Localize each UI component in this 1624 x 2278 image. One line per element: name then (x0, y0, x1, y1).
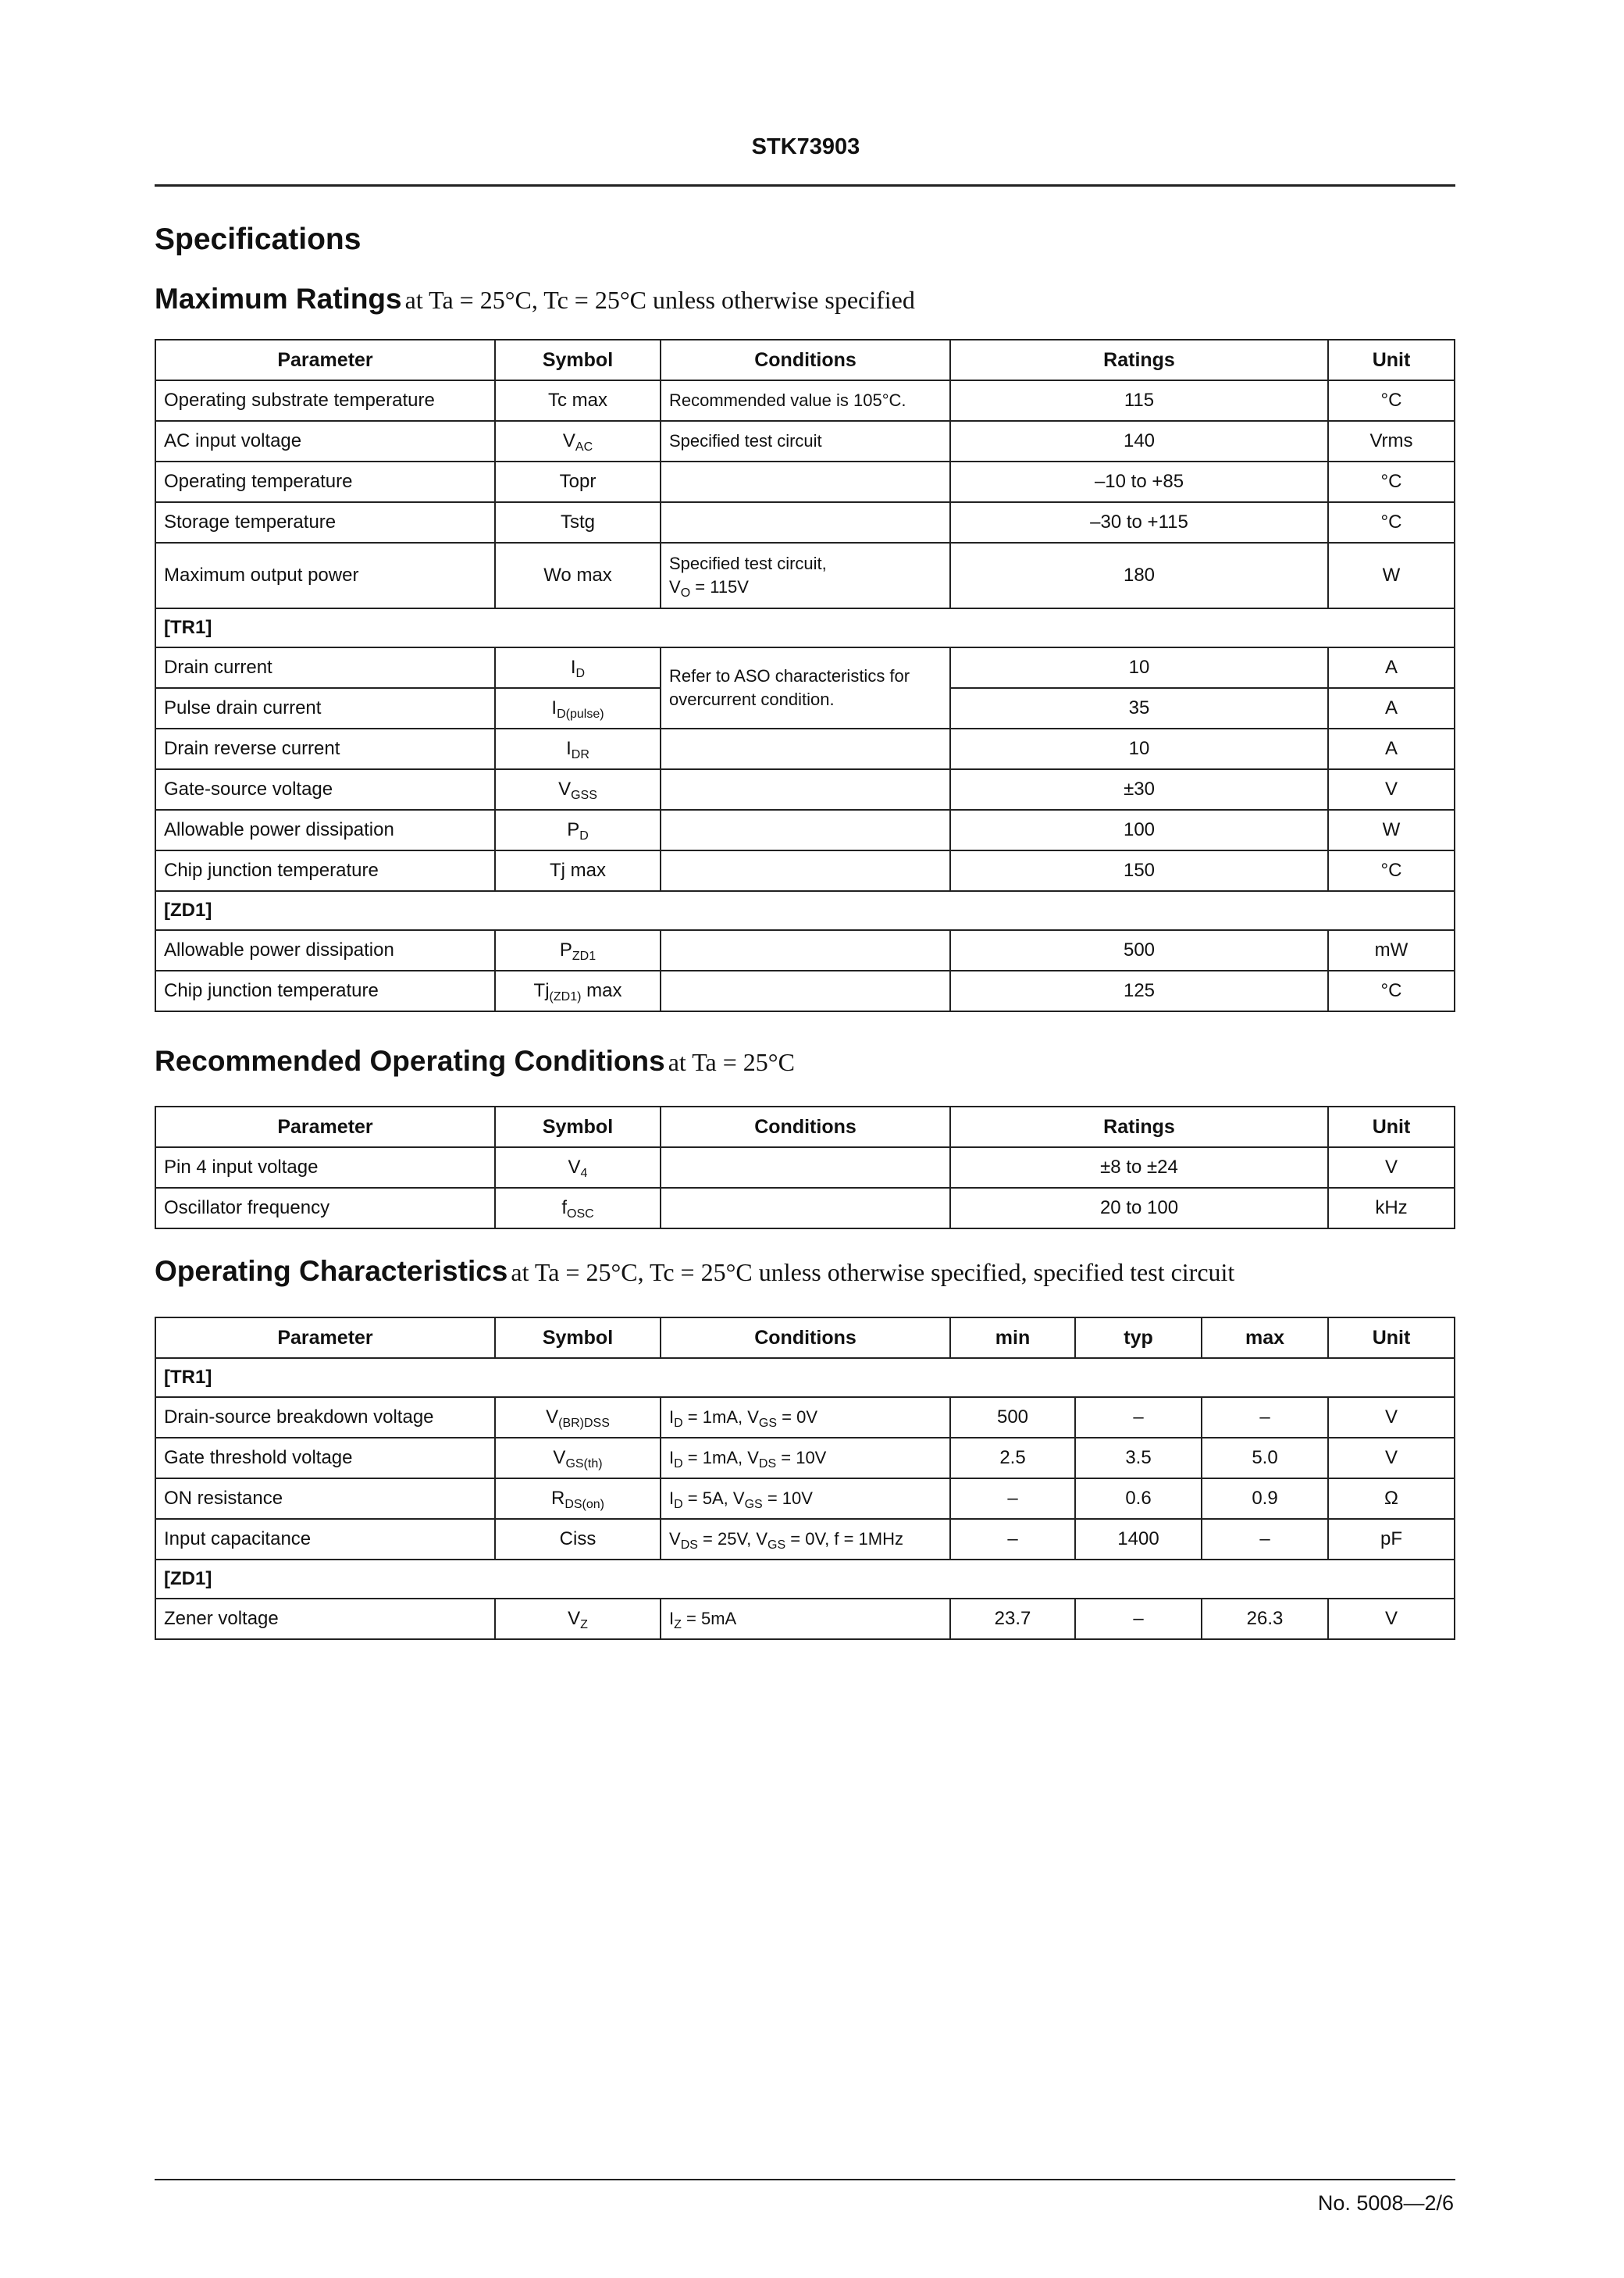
group-label: [ZD1] (155, 1560, 1455, 1599)
condition-subscript: O (680, 586, 691, 600)
param-cell: Input capacitance (155, 1519, 495, 1560)
rating-cell: ±8 to ±24 (950, 1147, 1328, 1188)
symbol-subscript: DR (571, 748, 589, 761)
table-header-row (155, 340, 1455, 380)
param-cell: Pin 4 input voltage (155, 1147, 495, 1188)
column-header: Parameter (155, 1107, 495, 1147)
unit-cell: pF (1328, 1519, 1455, 1560)
symbol-main: V (553, 1447, 566, 1468)
condition-cell (661, 462, 950, 502)
condition-line: Specified test circuit, (669, 554, 827, 573)
typ-cell: – (1075, 1599, 1202, 1639)
unit-cell: °C (1328, 971, 1455, 1011)
symbol-main: Tj (533, 980, 550, 1001)
table-row (155, 729, 1455, 769)
condition-line (669, 576, 942, 599)
symbol-cell: Tstg (495, 502, 661, 543)
max-cell: 26.3 (1202, 1599, 1328, 1639)
rating-cell: 115 (950, 380, 1328, 421)
column-header: Unit (1328, 1317, 1455, 1358)
table-row (155, 1147, 1455, 1188)
param-cell: Gate threshold voltage (155, 1438, 495, 1478)
rating-cell: 35 (950, 688, 1328, 729)
typ-cell: 1400 (1075, 1519, 1202, 1560)
rating-cell: 100 (950, 810, 1328, 850)
column-header: Parameter (155, 1317, 495, 1358)
table-row (155, 1599, 1455, 1639)
max-cell: – (1202, 1397, 1328, 1438)
symbol-cell (495, 421, 661, 462)
param-cell: Pulse drain current (155, 688, 495, 729)
unit-cell: °C (1328, 850, 1455, 891)
unit-cell: A (1328, 647, 1455, 688)
param-cell: Storage temperature (155, 502, 495, 543)
symbol-main: V (568, 1608, 581, 1629)
param-cell: Oscillator frequency (155, 1188, 495, 1228)
unit-cell: °C (1328, 502, 1455, 543)
symbol-cell (495, 810, 661, 850)
unit-cell: mW (1328, 930, 1455, 971)
unit-cell: °C (1328, 380, 1455, 421)
symbol-cell (495, 1188, 661, 1228)
symbol-cell (495, 1147, 661, 1188)
symbol-subscript: Z (580, 1618, 588, 1631)
symbol-subscript: D(pulse) (557, 708, 604, 721)
condition-cell: $V_{DS} = 25V$, $V_{GS} = 0V$, f = 1MHz (661, 1519, 950, 1560)
symbol-cell: Ciss (495, 1519, 661, 1560)
symbol-main: P (559, 939, 572, 961)
param-cell: AC input voltage (155, 421, 495, 462)
symbol-subscript: 4 (580, 1167, 588, 1180)
unit-cell: V (1328, 769, 1455, 810)
table-row (155, 647, 1455, 688)
group-label: [TR1] (155, 608, 1455, 647)
min-cell: 23.7 (950, 1599, 1075, 1639)
symbol-suffix: max (581, 980, 622, 1001)
group-row-tr1 (155, 1358, 1455, 1397)
table-row (155, 502, 1455, 543)
symbol-cell (495, 647, 661, 688)
param-cell: Drain current (155, 647, 495, 688)
group-row-zd1 (155, 1560, 1455, 1599)
table-row (155, 1397, 1455, 1438)
symbol-main: V (568, 1157, 581, 1178)
table-row (155, 380, 1455, 421)
column-header: Symbol (495, 340, 661, 380)
typ-cell: – (1075, 1397, 1202, 1438)
condition-cell (661, 850, 950, 891)
table-row (155, 1519, 1455, 1560)
symbol-cell: Tj max (495, 850, 661, 891)
condition-cell (661, 502, 950, 543)
symbol-cell (495, 930, 661, 971)
recommended-heading (155, 1045, 795, 1078)
page-header-part-number: STK73903 (751, 134, 860, 159)
condition-cell (661, 930, 950, 971)
column-header: Unit (1328, 1107, 1455, 1147)
column-header: typ (1075, 1317, 1202, 1358)
symbol-main: I (551, 697, 557, 718)
min-cell: 2.5 (950, 1438, 1075, 1478)
table-row (155, 850, 1455, 891)
rating-cell: 10 (950, 729, 1328, 769)
max-cell: – (1202, 1519, 1328, 1560)
column-header: Ratings (950, 1107, 1328, 1147)
table-row (155, 1438, 1455, 1478)
param-cell: Chip junction temperature (155, 850, 495, 891)
symbol-subscript: AC (575, 440, 593, 454)
table-row (155, 462, 1455, 502)
symbol-subscript: D (579, 829, 589, 843)
symbol-cell (495, 688, 661, 729)
param-cell: Zener voltage (155, 1599, 495, 1639)
condition-cell (661, 810, 950, 850)
group-row-zd1 (155, 891, 1455, 930)
column-header: Conditions (661, 340, 950, 380)
table-row (155, 1478, 1455, 1519)
unit-cell: °C (1328, 462, 1455, 502)
rating-cell: 180 (950, 543, 1328, 608)
unit-cell: kHz (1328, 1188, 1455, 1228)
min-cell: – (950, 1519, 1075, 1560)
group-label: [TR1] (155, 1358, 1455, 1397)
symbol-main: V (562, 430, 575, 451)
rating-cell: 125 (950, 971, 1328, 1011)
condition-cell (661, 769, 950, 810)
min-cell: 500 (950, 1397, 1075, 1438)
symbol-subscript: DS(on) (564, 1498, 605, 1511)
table-header-row (155, 1107, 1455, 1147)
operating-table (155, 1317, 1455, 1640)
column-header: Parameter (155, 340, 495, 380)
max-cell: 5.0 (1202, 1438, 1328, 1478)
rating-cell: 500 (950, 930, 1328, 971)
unit-cell: W (1328, 543, 1455, 608)
symbol-cell: Topr (495, 462, 661, 502)
symbol-cell (495, 1397, 661, 1438)
symbol-subscript: GSS (571, 789, 597, 802)
table-header-row (155, 1317, 1455, 1358)
column-header: Symbol (495, 1107, 661, 1147)
column-header: min (950, 1317, 1075, 1358)
symbol-subscript: (ZD1) (549, 990, 582, 1004)
max-ratings-condition: at Ta = 25°C, Tc = 25°C unless otherwise specified (404, 286, 915, 314)
symbol-main: I (566, 738, 572, 759)
condition-cell: $I_D = 5A$, $V_{GS} = 10V$ (661, 1478, 950, 1519)
param-cell: Allowable power dissipation (155, 810, 495, 850)
column-header: Conditions (661, 1317, 950, 1358)
table-row (155, 769, 1455, 810)
rating-cell: 10 (950, 647, 1328, 688)
unit-cell: A (1328, 729, 1455, 769)
unit-cell: V (1328, 1438, 1455, 1478)
unit-cell: V (1328, 1147, 1455, 1188)
param-cell: Drain reverse current (155, 729, 495, 769)
column-header: Conditions (661, 1107, 950, 1147)
symbol-subscript: OSC (567, 1207, 594, 1221)
max-ratings-title: Maximum Ratings (155, 283, 402, 315)
table-row (155, 543, 1455, 608)
unit-cell: V (1328, 1599, 1455, 1639)
table-row (155, 810, 1455, 850)
symbol-cell: Tc max (495, 380, 661, 421)
unit-cell: V (1328, 1397, 1455, 1438)
section-title: Specifications (155, 223, 361, 256)
table-row (155, 1188, 1455, 1228)
symbol-cell: Wo max (495, 543, 661, 608)
symbol-cell (495, 729, 661, 769)
recommended-title: Recommended Operating Conditions (155, 1045, 665, 1077)
condition-cell: $I_D = 1mA$, $V_{DS} = 10V$ (661, 1438, 950, 1478)
unit-cell: Ω (1328, 1478, 1455, 1519)
symbol-main: R (550, 1488, 565, 1509)
condition-cell: $I_Z = 5mA$ (661, 1599, 950, 1639)
footer-doc-number: No. 5008—2/6 (1317, 2191, 1454, 2215)
symbol-cell (495, 971, 661, 1011)
condition-value: = 115V (690, 577, 749, 597)
rating-cell: ±30 (950, 769, 1328, 810)
condition-cell (661, 1147, 950, 1188)
condition-cell: Specified test circuit (661, 421, 950, 462)
symbol-main: f (561, 1197, 567, 1218)
param-cell: Maximum output power (155, 543, 495, 608)
operating-heading (155, 1255, 1234, 1288)
typ-cell: 3.5 (1075, 1438, 1202, 1478)
min-cell: – (950, 1478, 1075, 1519)
condition-cell: Recommended value is 105°C. (661, 380, 950, 421)
footer-rule (155, 2179, 1455, 2180)
symbol-main: I (570, 657, 576, 678)
symbol-main: V (558, 779, 572, 800)
param-cell: Operating temperature (155, 462, 495, 502)
table-row (155, 421, 1455, 462)
condition-cell (661, 971, 950, 1011)
condition-symbol: V (669, 577, 681, 597)
symbol-subscript: ZD1 (572, 950, 597, 963)
rating-cell: 140 (950, 421, 1328, 462)
param-cell: Drain-source breakdown voltage (155, 1397, 495, 1438)
param-cell: Gate-source voltage (155, 769, 495, 810)
operating-condition: at Ta = 25°C, Tc = 25°C unless otherwise specified, specified test circuit (511, 1258, 1235, 1286)
column-header: Ratings (950, 340, 1328, 380)
column-header: max (1202, 1317, 1328, 1358)
symbol-cell (495, 769, 661, 810)
header-rule (155, 184, 1455, 187)
condition-cell: $I_D = 1mA$, $V_{GS} = 0V$ (661, 1397, 950, 1438)
rating-cell: 20 to 100 (950, 1188, 1328, 1228)
max-ratings-table (155, 339, 1455, 1012)
symbol-cell (495, 1599, 661, 1639)
unit-cell: W (1328, 810, 1455, 850)
param-cell: Allowable power dissipation (155, 930, 495, 971)
column-header: Symbol (495, 1317, 661, 1358)
symbol-subscript: (BR)DSS (558, 1417, 610, 1430)
symbol-cell (495, 1478, 661, 1519)
recommended-table (155, 1106, 1455, 1229)
param-cell: Chip junction temperature (155, 971, 495, 1011)
symbol-subscript: GS(th) (565, 1457, 603, 1471)
shared-condition-cell: Refer to ASO characteristics for overcurrent condition. (661, 647, 950, 729)
max-ratings-heading (155, 283, 915, 315)
rating-cell: 150 (950, 850, 1328, 891)
symbol-subscript: D (575, 667, 586, 680)
operating-title: Operating Characteristics (155, 1255, 508, 1287)
group-label: [ZD1] (155, 891, 1455, 930)
table-row (155, 971, 1455, 1011)
unit-cell: A (1328, 688, 1455, 729)
max-cell: 0.9 (1202, 1478, 1328, 1519)
recommended-condition: at Ta = 25°C (668, 1048, 795, 1076)
condition-cell (661, 1188, 950, 1228)
condition-cell (661, 729, 950, 769)
rating-cell: –10 to +85 (950, 462, 1328, 502)
param-cell: ON resistance (155, 1478, 495, 1519)
typ-cell: 0.6 (1075, 1478, 1202, 1519)
group-row-tr1 (155, 608, 1455, 647)
condition-cell (661, 543, 950, 608)
symbol-main: V (546, 1406, 559, 1428)
column-header: Unit (1328, 340, 1455, 380)
table-row (155, 930, 1455, 971)
symbol-cell (495, 1438, 661, 1478)
symbol-main: P (567, 819, 580, 840)
param-cell: Operating substrate temperature (155, 380, 495, 421)
rating-cell: –30 to +115 (950, 502, 1328, 543)
unit-cell: Vrms (1328, 421, 1455, 462)
